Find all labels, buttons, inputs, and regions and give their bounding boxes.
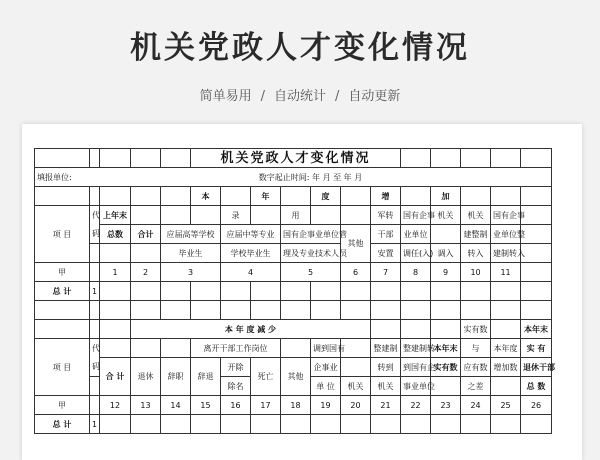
table-row (35, 320, 552, 339)
tagline-item: 自动统计 (273, 89, 326, 104)
table-row (35, 263, 552, 282)
tagline (0, 85, 600, 104)
header-cell: 国有企事业单位管 (281, 225, 341, 244)
header-cell: 到国有企 (401, 358, 431, 377)
header-cell: 业单位 (401, 225, 431, 244)
tagline-item: 简单易用 (199, 89, 252, 104)
tagline-item: 自动更新 (348, 89, 401, 104)
item-label: 项 目 (35, 225, 90, 244)
column-number: 14 (161, 396, 191, 415)
table-row (35, 149, 552, 168)
header-cell: 其他 (341, 225, 371, 263)
code-label: 代 (90, 339, 100, 358)
column-number: 6 (341, 263, 371, 282)
column-number: 22 (401, 396, 431, 415)
header-cell: 总数 (100, 225, 131, 244)
column-number: 4 (221, 263, 281, 282)
header-cell: 安置 (371, 244, 401, 263)
header-cell: 开除 (221, 358, 251, 377)
header-cell: 与 (461, 339, 491, 358)
table-row (35, 339, 552, 358)
item-label: 项 目 (35, 358, 90, 377)
column-number: 24 (461, 396, 491, 415)
header-cell: 度 (311, 187, 341, 206)
jia-label: 甲 (35, 263, 90, 282)
column-number: 13 (131, 396, 161, 415)
header-cell: 建制转入 (491, 244, 521, 263)
header-cell: 机关 (461, 206, 491, 225)
header-cell: 之差 (461, 377, 491, 396)
header-cell: 用 (281, 206, 311, 225)
column-number: 23 (431, 396, 461, 415)
header-cell: 加 (431, 187, 461, 206)
table-row (35, 396, 552, 415)
table-row (35, 301, 552, 320)
tagline-separator: / (260, 89, 265, 104)
column-number: 19 (311, 396, 341, 415)
column-number: 2 (131, 263, 161, 282)
header-cell: 上年末 (100, 206, 131, 225)
column-number: 5 (281, 263, 341, 282)
header-cell: 机关 (431, 206, 461, 225)
header-cell: 调到国有 (311, 339, 341, 358)
header-cell: 本 年 度 减 少 (131, 320, 371, 339)
column-number: 10 (461, 263, 491, 282)
page-title: 机关党政人才变化情况 (130, 30, 470, 66)
header-cell: 除名 (221, 377, 251, 396)
total-label: 总 计 (35, 415, 90, 434)
column-number: 16 (221, 396, 251, 415)
total-code: 1 (90, 415, 100, 434)
table-row (35, 415, 552, 434)
column-number: 26 (521, 396, 552, 415)
header-cell: 增 (371, 187, 401, 206)
spreadsheet-preview (22, 124, 582, 460)
column-number: 20 (341, 396, 371, 415)
header-cell: 应有数 (461, 358, 491, 377)
column-number: 7 (371, 263, 401, 282)
header-cell: 机关 (341, 377, 371, 396)
code-label: 代 (90, 206, 100, 225)
fill-unit-label: 填报单位: (35, 168, 131, 187)
header-cell: 国有企事 (491, 206, 521, 225)
header-cell: 应届高等学校 (161, 225, 221, 244)
header-cell: 退休干部 (521, 358, 552, 377)
header-cell: 应届中等专业 (221, 225, 281, 244)
column-number: 1 (100, 263, 131, 282)
header-cell: 建整制 (461, 225, 491, 244)
column-number: 15 (191, 396, 221, 415)
header-cell: 实有数 (461, 320, 491, 339)
total-label: 总 计 (35, 282, 90, 301)
header-cell: 辞退 (191, 358, 221, 396)
header-cell: 理及专业技术人员 (281, 244, 341, 263)
header-cell: 本年末 (431, 339, 461, 358)
table-row (35, 206, 552, 225)
header-cell: 整建制转 (401, 339, 431, 358)
code-label: 码 (90, 358, 100, 377)
header-cell: 干部 (371, 225, 401, 244)
column-number: 9 (431, 263, 461, 282)
header-cell: 调入 (431, 244, 461, 263)
column-number: 21 (371, 396, 401, 415)
header-cell: 辞职 (161, 358, 191, 396)
header-cell: 其他 (281, 358, 311, 396)
column-number: 11 (491, 263, 521, 282)
header-cell: 学校毕业生 (221, 244, 281, 263)
total-code: 1 (90, 282, 100, 301)
table-row (35, 244, 552, 263)
header-cell: 转到 (371, 358, 401, 377)
header-cell: 离开干部工作岗位 (191, 339, 281, 358)
header-cell: 企事业 (311, 358, 341, 377)
header-cell: 毕业生 (161, 244, 221, 263)
header-cell: 国有企事 (401, 206, 431, 225)
header-cell: 退休 (131, 358, 161, 396)
header-cell: 总 数 (521, 377, 552, 396)
code-label: 码 (90, 225, 100, 244)
doc-title: 机关党政人才变化情况 (191, 149, 401, 168)
header-cell: 事业单位 (401, 377, 431, 396)
header-cell: 机关 (371, 377, 401, 396)
column-number: 18 (281, 396, 311, 415)
table-row (35, 282, 552, 301)
header-cell: 本 (191, 187, 221, 206)
column-number: 8 (401, 263, 431, 282)
table-row (35, 187, 552, 206)
table-row (35, 225, 552, 244)
header-cell: 合计 (131, 225, 161, 244)
column-number: 25 (491, 396, 521, 415)
header-cell: 录 (221, 206, 251, 225)
column-number: 17 (251, 396, 281, 415)
header-cell: 年 (251, 187, 281, 206)
header-cell: 单 位 (311, 377, 341, 396)
header-cell: 死亡 (251, 358, 281, 396)
header-cell: 转入 (461, 244, 491, 263)
header-cell: 调任(入) (401, 244, 431, 263)
table-row (35, 168, 552, 187)
header-cell: 增加数 (491, 358, 521, 377)
header-cell: 军转 (371, 206, 401, 225)
header-cell: 实有数 (431, 358, 461, 377)
jia-label: 甲 (35, 396, 90, 415)
tagline-separator: / (335, 89, 340, 104)
header-cell: 整建制 (371, 339, 401, 358)
table-row (35, 358, 552, 377)
header-cell: 合 计 (100, 358, 131, 396)
column-number: 12 (100, 396, 131, 415)
column-number: 3 (161, 263, 221, 282)
header-cell: 本年末 (521, 320, 552, 339)
header-cell: 实 有 (521, 339, 552, 358)
stat-time: 数字起止时间: 年 月 至 年 月 (221, 168, 401, 187)
report-table (34, 148, 556, 434)
header-cell: 业单位整 (491, 225, 521, 244)
header-cell: 本年度 (491, 339, 521, 358)
